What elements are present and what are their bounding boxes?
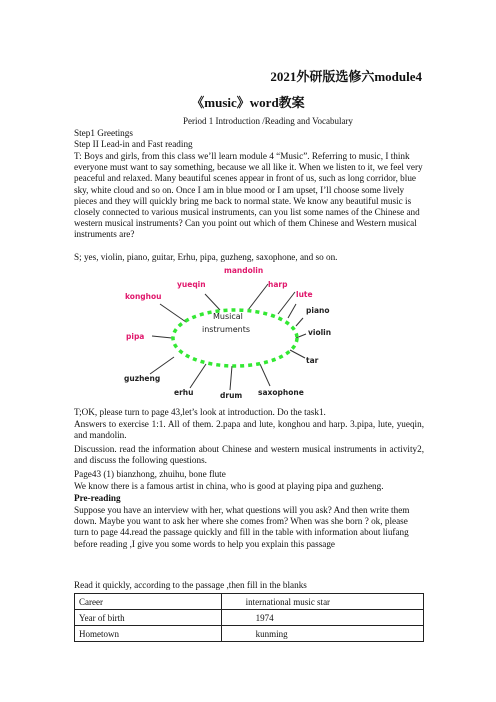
- connector-drum: [230, 366, 232, 390]
- connector-yueqin: [205, 294, 220, 310]
- label-drum: drum: [220, 391, 243, 400]
- step1-heading: Step1 Greetings: [74, 128, 133, 138]
- label-tar: tar: [306, 356, 319, 365]
- table-cell-label: Hometown: [75, 626, 222, 642]
- label-konghou: konghou: [125, 292, 162, 301]
- label-pipa: pipa: [126, 332, 145, 341]
- famous-artist-line: We know there is a famous artist in china, who is good at playing pipa and guzheng.: [74, 481, 384, 491]
- discussion-paragraph: Discussion. read the information about Chinese and western musical instruments in activity2, and discuss the following questions.: [74, 444, 424, 466]
- page43-answer: Page43 (1) bianzhong, zhuihu, bone flute: [74, 469, 226, 479]
- label-violin: violin: [308, 328, 332, 337]
- student-answer: S; yes, violin, piano, guitar, Erhu, pipa, guzheng, saxophone, and so on.: [74, 252, 338, 262]
- document-title-line1: 2021外研版选修六module4: [270, 69, 422, 84]
- table-row: [75, 626, 424, 642]
- label-harp: harp: [268, 280, 288, 289]
- connector-guzheng: [150, 357, 174, 374]
- table-cell-label: Career: [75, 594, 222, 610]
- label-yueqin: yueqin: [177, 280, 206, 289]
- connector-mandolin: [248, 284, 268, 310]
- connector-konghou: [160, 304, 186, 322]
- step2-heading: Step II Lead-in and Fast reading: [74, 139, 193, 149]
- table-cell-value: 1974: [221, 610, 423, 626]
- liufang-info-table: [74, 593, 424, 642]
- read-quickly-instruction: Read it quickly, according to the passage ,then fill in the blanks: [74, 580, 307, 590]
- label-guzheng: guzheng: [124, 374, 161, 383]
- table-cell-value: international music star: [221, 594, 423, 610]
- table-row: [75, 610, 424, 626]
- label-lute: lute: [296, 290, 313, 299]
- table-cell-value: kunming: [221, 626, 423, 642]
- connector-pipa: [152, 336, 172, 338]
- table-row: [75, 594, 424, 610]
- exercise-answers: Answers to exercise 1:1. All of them. 2.papa and lute, konghou and harp. 3.pipa, lute, yueqin, and mandolin.: [74, 419, 424, 441]
- label-piano: piano: [306, 306, 330, 315]
- connector-lute: [288, 304, 296, 318]
- label-mandolin: mandolin: [224, 266, 264, 275]
- period-subtitle: Period 1 Introduction /Reading and Vocabulary: [183, 116, 353, 126]
- turn-page-instruction: T;OK, please turn to page 43,let’s look at introduction. Do the task1.: [74, 407, 326, 417]
- table-cell-label: Year of birth: [75, 610, 222, 626]
- connector-piano: [296, 318, 303, 326]
- interview-paragraph: Suppose you have an interview with her, what questions will you ask? And then write them down. Maybe you want to ask her where she comes from? When was she born ? ok, please turn to page 44.read the passage quickly and fill in the table with information about liufang before reading ,I give you some words to help you explain this passage: [74, 505, 410, 549]
- document-title-line2: 《music》word教案: [191, 95, 305, 110]
- instruments-diagram: [110, 262, 340, 402]
- pre-reading-heading: Pre-reading: [74, 493, 121, 503]
- diagram-center-line2: instruments: [202, 325, 251, 334]
- diagram-center-line1: Musical: [213, 312, 243, 321]
- connector-tar: [290, 350, 305, 358]
- connector-saxophone: [260, 364, 270, 386]
- connector-erhu: [190, 364, 206, 388]
- label-saxophone: saxophone: [258, 388, 304, 397]
- label-erhu: erhu: [174, 388, 194, 397]
- intro-paragraph: T: Boys and girls, from this class we’ll learn module 4 “Music”. Referring to music, I think everyone must want to say something, because we all like it. When we listen to it, we feel very peaceful and relaxed. Many beautiful scenes appear in front of us, such as long corridor, blue sky, white cloud and so on. Once I am in blue mood or I am upset, I’ll choose some lively pieces and they will quickly bring me back to normal state. We know any beautiful music is closely connected to various musical instruments, can you list some names of the Chinese and western musical instruments? Can you point out which of them Chinese and Western musical instruments are?: [74, 151, 423, 240]
